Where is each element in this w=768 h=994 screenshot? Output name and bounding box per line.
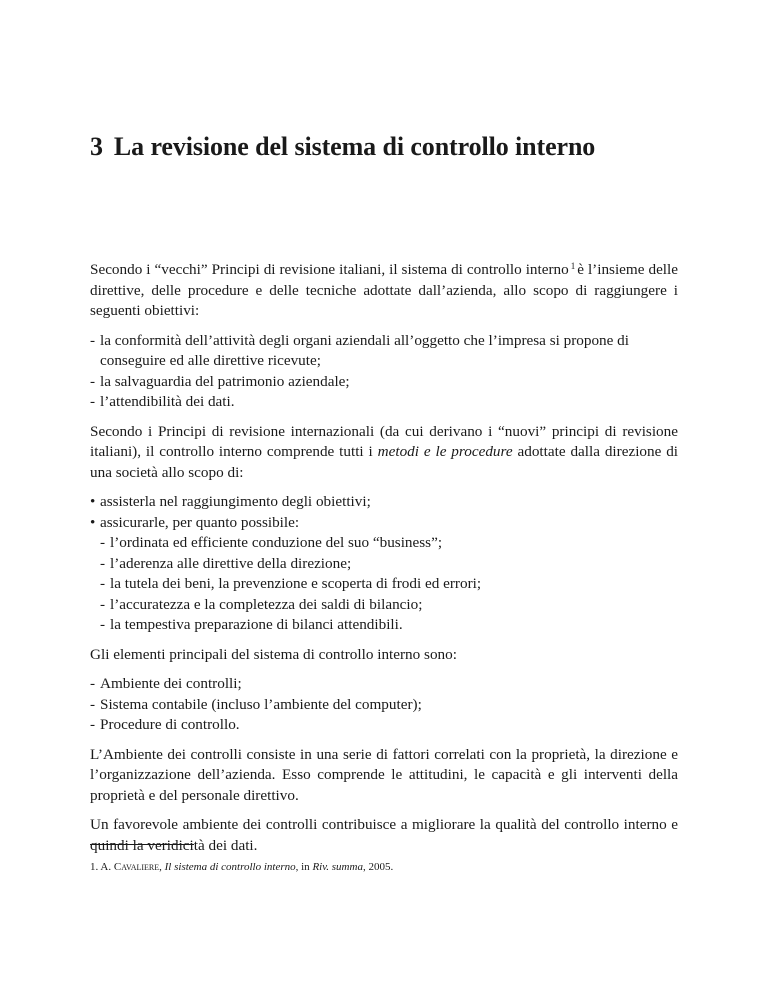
list-item (90, 715, 678, 736)
footnote-reference[interactable]: 1 (570, 261, 576, 271)
chapter-title (90, 131, 595, 163)
list-item-text: assicurarle, per quanto possibile: (100, 513, 300, 531)
sublist-item (100, 615, 678, 636)
objectives-list (90, 331, 678, 413)
sublist-item (100, 554, 678, 575)
list-item (90, 331, 678, 372)
list-item-text: la tutela dei beni, la prevenzione e scoperta di frodi ed errori; (110, 575, 482, 592)
list-item-text: la salvaguardia del patrimonio aziendale; (100, 372, 350, 390)
dash-marker: - (90, 675, 96, 692)
paragraph-text: Secondo i Principi di revisione internazionali (da cui derivano i “nuovi” principi di revisione italiani), il controllo interno comprende tutti i (90, 422, 678, 460)
paragraph-main-elements: Gli elementi principali del sistema di controllo interno sono: (90, 645, 457, 663)
paragraph-favorable-environment: Un favorevole ambiente dei controlli contribuisce a migliorare la qualità del controllo interno e quindi la veridicità dei dati. (90, 816, 678, 854)
chapter-number: 3 (90, 132, 103, 161)
list-item-text: Procedure di controllo. (100, 716, 240, 733)
list-item-text: l’attendibilità dei dati. (100, 393, 235, 410)
purposes-list (90, 492, 678, 636)
list-item (90, 674, 678, 695)
list-item (90, 492, 678, 513)
elements-list (90, 674, 678, 736)
footnote-in: , in (295, 861, 310, 873)
list-item (90, 372, 678, 393)
footnote-author-initial: A. (100, 861, 112, 873)
list-item-text: assisterla nel raggiungimento degli obiettivi; (100, 493, 371, 510)
dash-marker: - (90, 716, 96, 733)
list-item-text: la conformità dell’attività degli organi aziendali all’oggetto che l’impresa si propone di conseguire ed alle direttive ricevute; (100, 331, 629, 369)
sublist-item (100, 574, 678, 595)
body-text (90, 260, 678, 865)
paragraph-text: adottate dalla direzione di una società allo scopo di: (90, 443, 679, 481)
footnote-journal: Riv. summa (312, 861, 363, 873)
dash-marker: - (90, 331, 96, 349)
paragraph-definition-old-principles (90, 260, 678, 322)
footnote: 1. A. Cavaliere, Il sistema di controllo interno, in Riv. summa, 2005. (90, 861, 394, 873)
footnote-number: 1. (90, 861, 99, 873)
list-item-text: Sistema contabile (incluso l’ambiente del computer); (100, 695, 422, 713)
chapter-title-text: La revisione del sistema di controllo interno (113, 132, 596, 161)
dash-marker: - (100, 575, 106, 592)
list-item (90, 513, 678, 636)
footnote-author-surname: Cavaliere (113, 861, 160, 873)
dash-marker: - (100, 534, 106, 551)
dash-marker: - (90, 695, 96, 713)
emphasis-text: metodi e le procedure (377, 443, 513, 460)
dash-marker: - (90, 393, 96, 410)
list-item-text: Ambiente dei controlli; (100, 675, 242, 692)
paragraph-definition-international-principles (90, 422, 678, 484)
bullet-marker: • (90, 513, 96, 531)
list-item (90, 695, 678, 716)
list-item-text: la tempestiva preparazione di bilanci attendibili. (110, 616, 403, 633)
dash-marker: - (100, 616, 106, 633)
dash-marker: - (100, 595, 106, 613)
list-item-text: l’accuratezza e la completezza dei saldi di bilancio; (110, 595, 423, 613)
bullet-marker: • (90, 493, 96, 510)
footnote-year: , 2005. (362, 861, 394, 873)
assurance-sublist (100, 533, 678, 636)
sublist-item (100, 533, 678, 554)
paragraph-text: è l’insieme delle direttive, delle procedure e delle tecniche adottate dall’azienda, allo scopo di raggiungere i seguenti obiettivi: (90, 261, 678, 319)
paragraph-control-environment: L’Ambiente dei controlli consiste in una serie di fattori correlati con la proprietà, la direzione e l’organizzazione dell’azienda. Esso comprende le attitudini, le capacità e gli interventi della proprietà e del personale direttivo. (90, 745, 678, 804)
footnote-title: Il sistema di controllo interno (164, 861, 296, 873)
sublist-item (100, 595, 678, 616)
list-item (90, 392, 678, 413)
list-item-text: l’ordinata ed efficiente conduzione del suo “business”; (110, 534, 443, 551)
footnote-separator (90, 844, 194, 845)
list-item-text: l’aderenza alle direttive della direzione; (110, 554, 352, 572)
dash-marker: - (90, 372, 96, 390)
paragraph-text: Secondo i “vecchi” Principi di revisione italiani, il sistema di controllo interno (90, 261, 569, 278)
dash-marker: - (100, 554, 106, 572)
